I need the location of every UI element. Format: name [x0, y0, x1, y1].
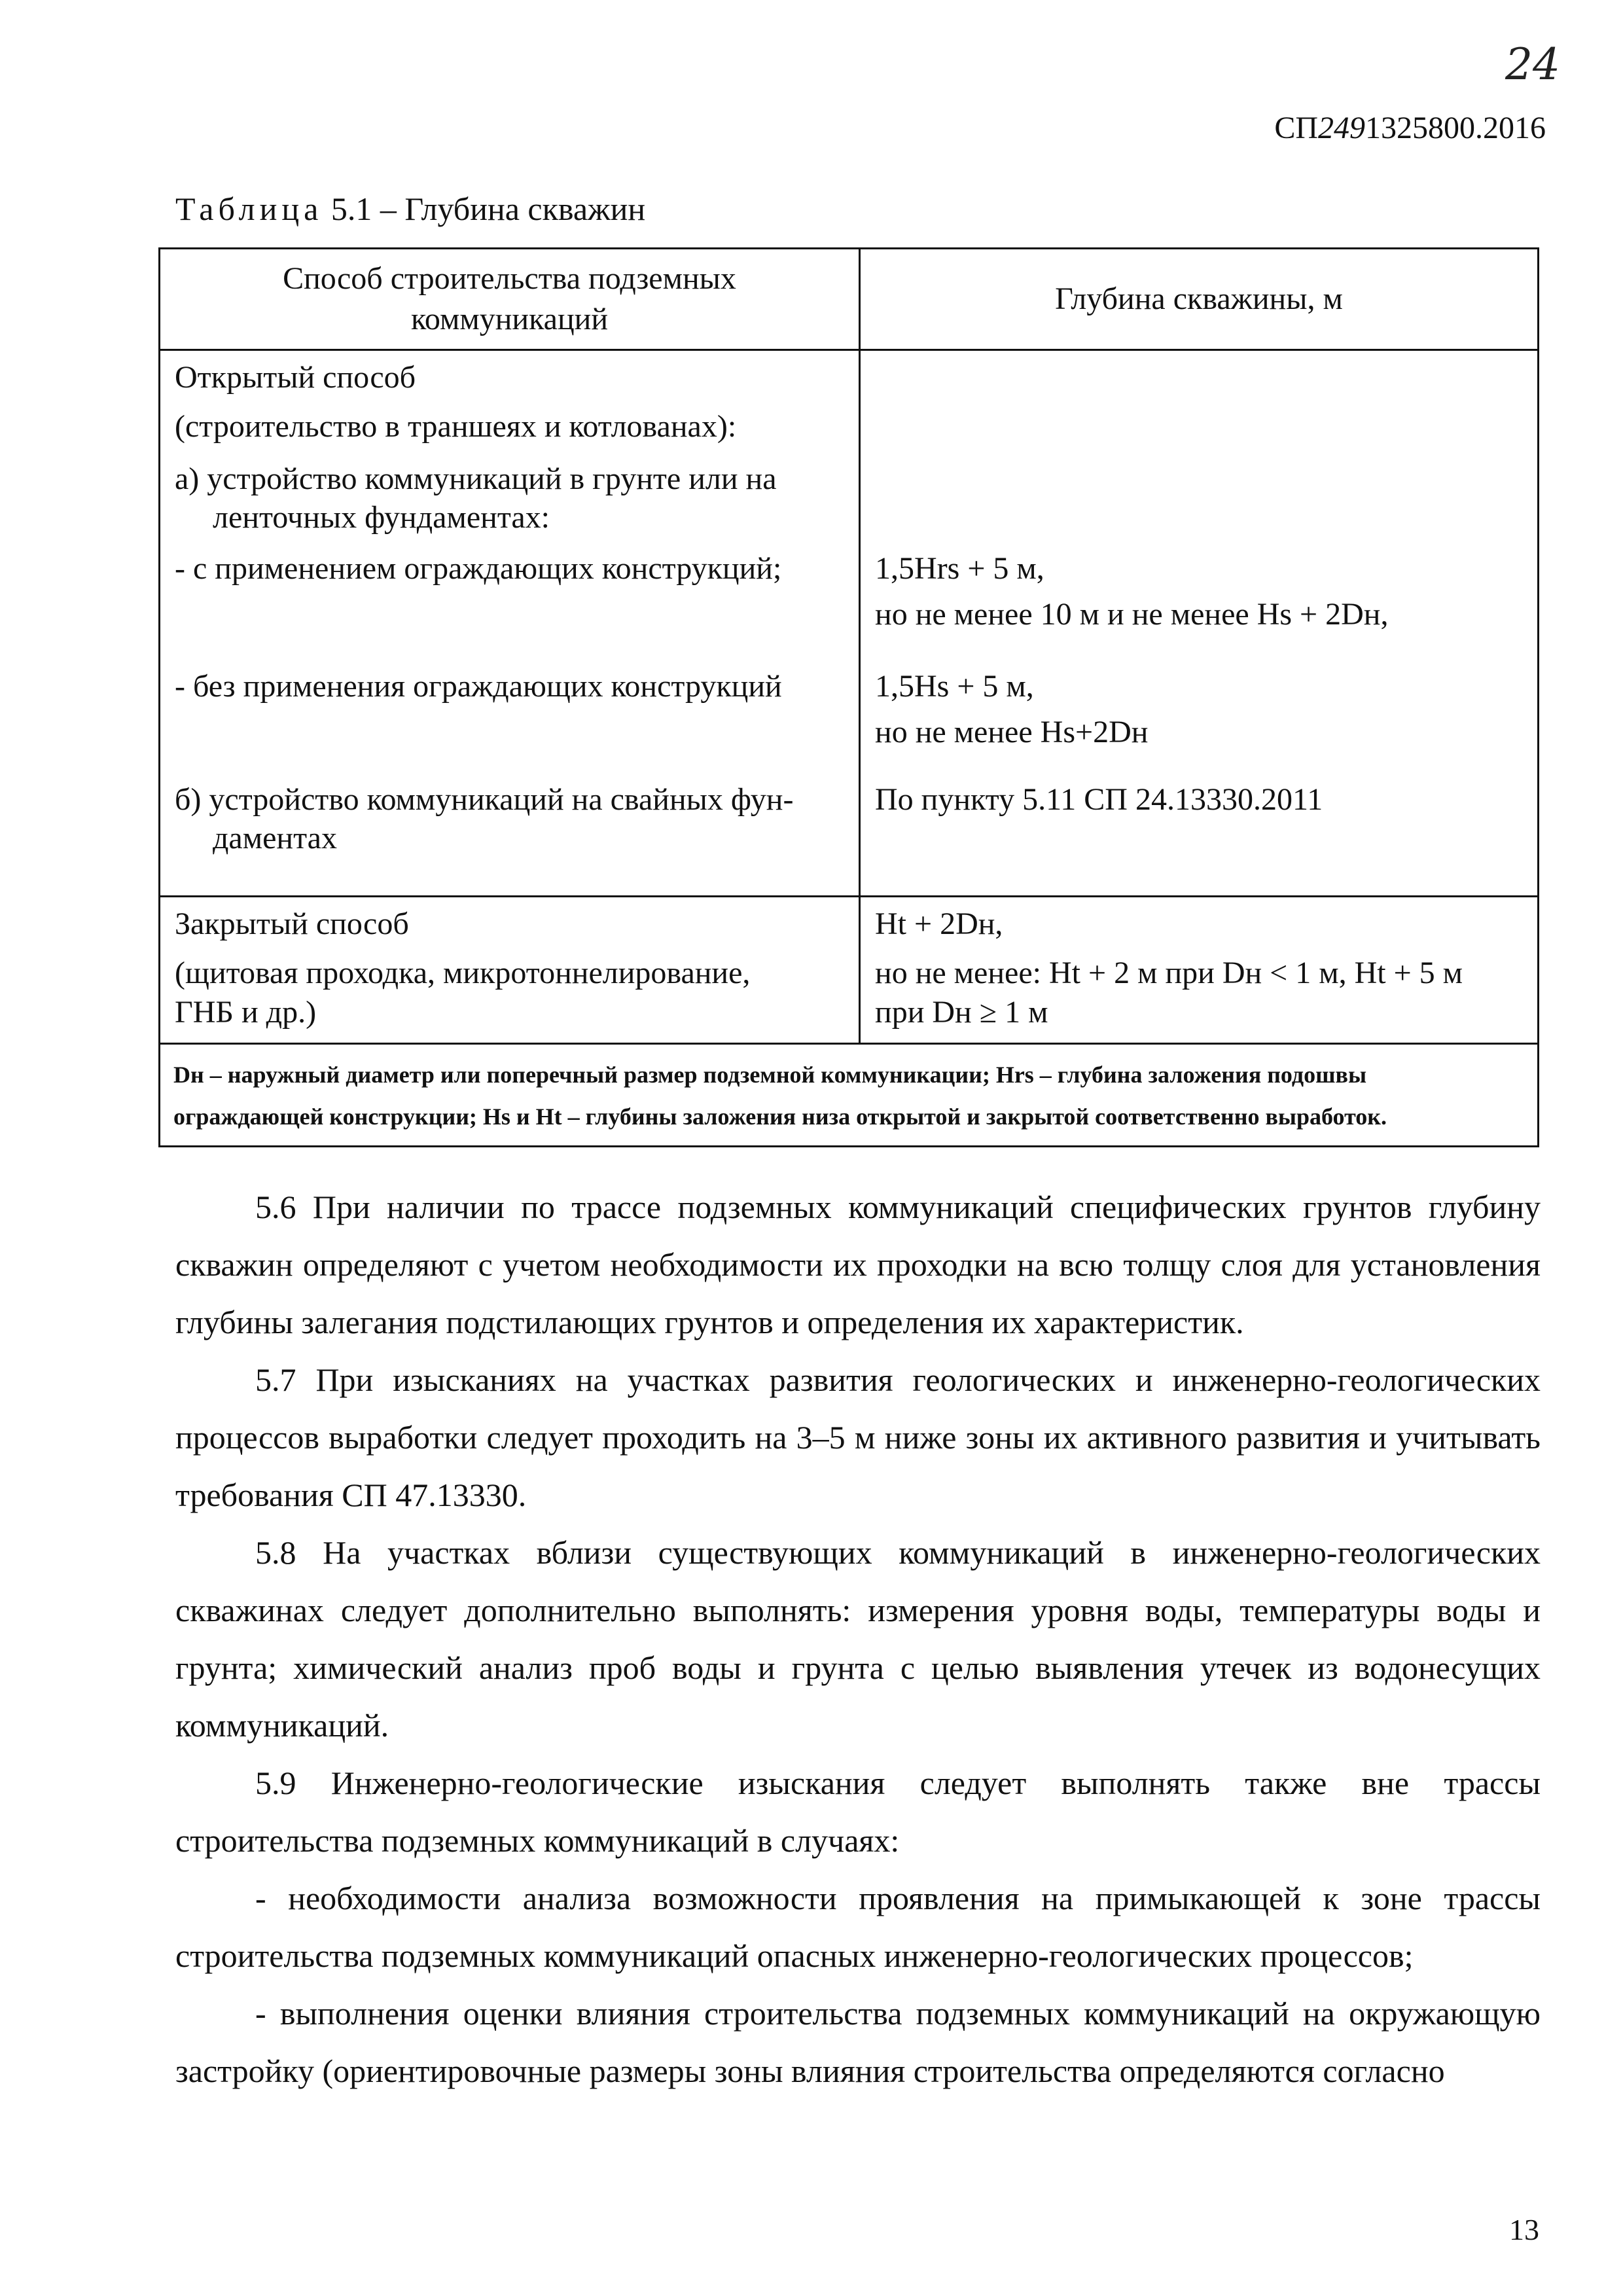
- note-line1: Dн – наружный диаметр или поперечный размер подземной коммуникации; Hrs – глубина заложения подошвы: [173, 1062, 1367, 1088]
- closed-sub-l2: ГНБ и др.): [175, 995, 317, 1030]
- header-depth: [860, 249, 1539, 350]
- closed-val-l2: но не менее: Ht + 2 м при Dн < 1 м, Ht + 5 м: [875, 956, 1463, 990]
- table-note-row: [160, 1044, 1539, 1147]
- table-header-row: [160, 249, 1539, 350]
- header-method-l1: Способ строительства подземных: [283, 261, 736, 296]
- depth-table: [158, 247, 1539, 1147]
- without-fence-val-l2: но не менее Hs+2Dн: [875, 715, 1149, 749]
- table-caption-label: Таблица: [175, 190, 323, 227]
- code-suffix: 1325800.2016: [1365, 111, 1546, 145]
- table-row-closed: [160, 897, 1539, 1044]
- note-line2: ограждающей конструкции; Hs и Ht – глубины заложения низа открытой и закрытой соответственно выработок.: [173, 1103, 1387, 1130]
- without-fence-val-l1: 1,5Hs + 5 м,: [875, 669, 1034, 704]
- open-method-cell: [160, 350, 860, 897]
- table-row-open: [160, 350, 1539, 897]
- paragraph-5-7: 5.7 При изысканиях на участках развития геологических и инженерно-геологических процессов выработки следует проходить на 3–5 м ниже зоны их активного развития и учитывать требования СП 47.13330.: [175, 1361, 1541, 1513]
- open-sub: (строительство в траншеях и котлованах):: [175, 409, 737, 444]
- a-line1: а) устройство коммуникаций в грунте или на: [175, 461, 777, 496]
- code-prefix: СП: [1274, 111, 1318, 145]
- header-method-l2: коммуникаций: [410, 302, 609, 336]
- code-handwritten: 249: [1318, 111, 1365, 145]
- b-line1: б) устройство коммуникаций на свайных фун-: [175, 782, 794, 817]
- paragraph-5-6: 5.6 При наличии по трассе подземных коммуникаций специфических грунтов глубину скважин определяют с учетом необходимости их проходки на всю толщу слоя для установления глубины залегания подстилающих грунтов и определения их характеристик.: [175, 1189, 1541, 1340]
- with-fence: - с применением ограждающих конструкций;: [175, 551, 782, 586]
- list-item-impact: - выполнения оценки влияния строительства подземных коммуникаций на окружающую застройку (ориентировочные размеры зоны влияния строительства определяются согласно: [175, 1995, 1541, 2089]
- header-depth-text: Глубина скважины, м: [1055, 281, 1343, 316]
- without-fence: - без применения ограждающих конструкций: [175, 669, 782, 704]
- with-fence-val-l2: но не менее 10 м и не менее Hs + 2Dн,: [875, 597, 1389, 632]
- closed-method-cell: [160, 897, 860, 1044]
- paragraph-5-9: 5.9 Инженерно-геологические изыскания следует выполнять также вне трассы строительства подземных коммуникаций в случаях:: [175, 1765, 1541, 1859]
- closed-val-l3: при Dн ≥ 1 м: [875, 995, 1048, 1030]
- table-caption: [175, 190, 645, 228]
- body-text: [175, 1178, 1541, 2100]
- handwritten-page-mark: 24: [1505, 39, 1560, 90]
- a-line2: ленточных фундаментах:: [213, 500, 550, 535]
- page-number: 13: [1509, 2213, 1539, 2246]
- with-fence-val-l1: 1,5Hrs + 5 м,: [875, 551, 1044, 586]
- open-depth-cell: [860, 350, 1539, 897]
- table-caption-text: 5.1 – Глубина скважин: [330, 190, 646, 227]
- closed-val-l1: Ht + 2Dн,: [875, 906, 1003, 941]
- document-code: [1274, 110, 1546, 146]
- open-title: Открытый способ: [175, 360, 416, 395]
- paragraph-5-8: 5.8 На участках вблизи существующих коммуникаций в инженерно-геологических скважинах следует дополнительно выполнять: измерения уровня воды, температуры воды и грунта; химический анализ проб воды и грунта с целью выявления утечек из водонесущих коммуникаций.: [175, 1534, 1541, 1744]
- closed-title: Закрытый способ: [175, 906, 409, 941]
- closed-depth-cell: [860, 897, 1539, 1044]
- b-val: По пункту 5.11 СП 24.13330.2011: [875, 782, 1323, 817]
- list-item-hazards: - необходимости анализа возможности проявления на примыкающей к зоне трассы строительства подземных коммуникаций опасных инженерно-геологических процессов;: [175, 1880, 1541, 1974]
- table-note: [160, 1044, 1539, 1147]
- closed-sub-l1: (щитовая проходка, микротоннелирование,: [175, 956, 751, 990]
- b-line2: даментах: [213, 821, 337, 855]
- header-method: [160, 249, 860, 350]
